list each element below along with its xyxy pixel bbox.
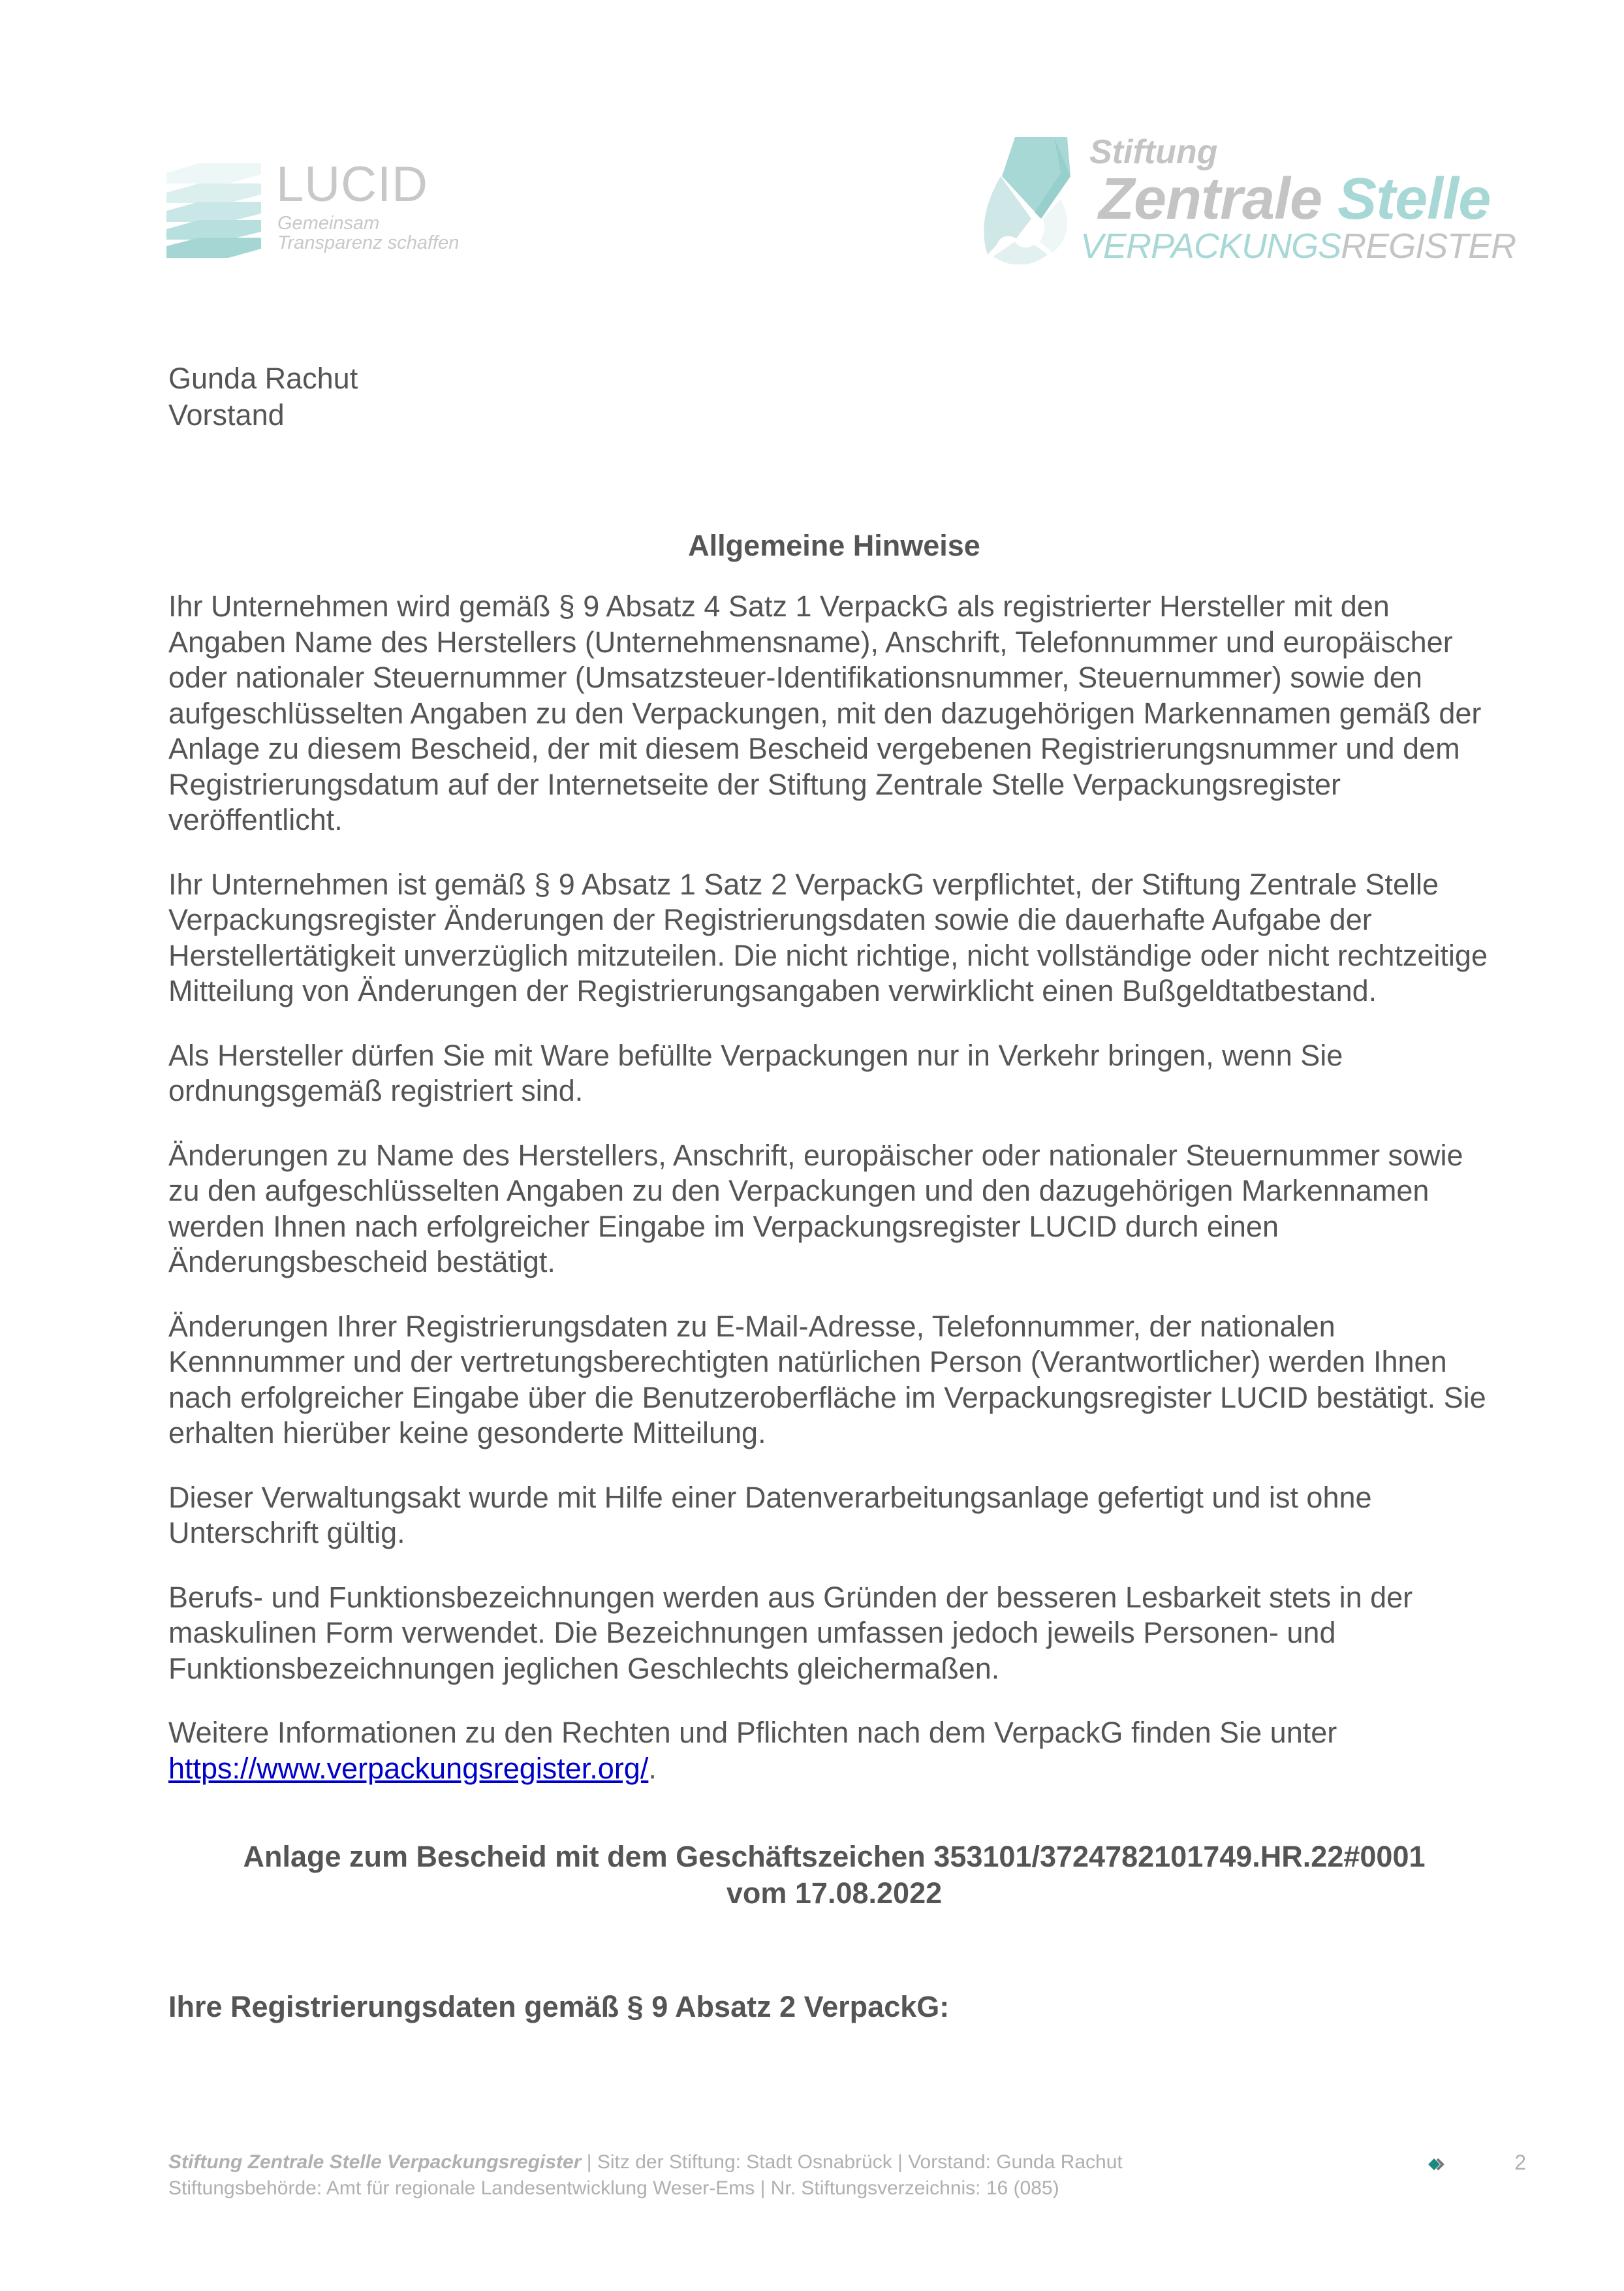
annex-title <box>168 1839 1500 1912</box>
paragraph: Ihr Unternehmen wird gemäß § 9 Absatz 4 Satz 1 VerpackG als registrierter Hersteller mit den Angaben Name des Herstellers (Unternehmensname), Anschrift, Telefonnummer und europäischer oder nationaler Steuernummer (Umsatzsteuer-Identifikationsnummer, Steuernummer) sowie den aufgeschlüsselten Angaben zu den Verpackungen, mit den dazugehörigen Markennamen gemäß der Anlage zu diesem Bescheid, der mit diesem Bescheid vergebenen Registrierungsnummer und dem Registrierungsdatum auf der Internetseite der Stiftung Zentrale Stelle Verpackungsregister veröffentlicht. <box>168 590 1482 836</box>
lucid-tagline: Transparenz schaffen <box>277 232 460 253</box>
info-text: Weitere Informationen zu den Rechten und Pflichten nach dem VerpackG finden Sie unter <box>168 1716 1337 1749</box>
registration-heading: Ihre Registrierungsdaten gemäß § 9 Absatz 2 VerpackG: <box>168 1990 950 2023</box>
annex-reference: Anlage zum Bescheid mit dem Geschäftszeichen 353101/3724782101749.HR.22#0001 <box>243 1840 1426 1873</box>
zsvr-stiftung: Stiftung <box>1089 133 1218 171</box>
footer-line-2: Stiftungsbehörde: Amt für regionale Landesentwicklung Weser-Ems | Nr. Stiftungsverzeichnis: 16 (085) <box>168 2177 1059 2199</box>
footer-line-1 <box>168 2149 1526 2175</box>
footer-line1-rest: | Sitz der Stiftung: Stadt Osnabrück | Vorstand: Gunda Rachut <box>581 2151 1123 2173</box>
paragraph: Als Hersteller dürfen Sie mit Ware befüllte Verpackungen nur in Verkehr bringen, wenn Sie ordnungsgemäß registriert sind. <box>168 1038 1343 1107</box>
zsvr-zentrale: Zentrale <box>1099 166 1338 232</box>
signatory-role: Vorstand <box>168 398 285 432</box>
zsvr-drop-icon <box>982 134 1070 264</box>
paragraph: Dieser Verwaltungsakt wurde mit Hilfe einer Datenverarbeitungsanlage gefertigt und ist ohne Unterschrift gültig. <box>168 1480 1372 1549</box>
zsvr-stelle: Stelle <box>1337 166 1491 232</box>
zsvr-verpackungsregister <box>1080 227 1516 266</box>
lucid-tagline: Gemeinsam <box>277 213 380 234</box>
zsvr-logo <box>982 134 1531 274</box>
section-title: Allgemeine Hinweise <box>688 529 980 562</box>
zsvr-verpackungs: VERPACKUNGS <box>1080 227 1341 266</box>
paragraph: Änderungen zu Name des Herstellers, Anschrift, europäischer oder nationaler Steuernummer sowie zu den aufgeschlüsselten Angaben zu den Verpackungen und den dazugehörigen Markennamen werden Ihnen nach erfolgreicher Eingabe im Verpackungsregister LUCID durch einen Änderungsbescheid bestätigt. <box>168 1138 1463 1278</box>
lucid-logo <box>166 157 493 258</box>
diamond-arrow-icon <box>1427 2155 1449 2174</box>
footer-brand: Stiftung Zentrale Stelle Verpackungsregister <box>168 2151 582 2173</box>
signatory-block <box>168 360 358 434</box>
zsvr-register: REGISTER <box>1341 227 1516 266</box>
page-number: 2 <box>1514 2151 1526 2174</box>
info-paragraph <box>168 1715 1500 1786</box>
lucid-title: LUCID <box>276 157 429 212</box>
website-link[interactable]: https://www.verpackungsregister.org/ <box>168 1751 649 1785</box>
paragraph: Änderungen Ihrer Registrierungsdaten zu E-Mail-Adresse, Telefonnummer, der nationalen Kennnummer und der vertretungsberechtigten natürlichen Person (Verantwortlicher) werden Ihnen nach erfolgreicher Eingabe über die Benutzeroberfläche im Verpackungsregister LUCID bestätigt. Sie erhalten hierüber keine gesonderte Mitteilung. <box>168 1309 1486 1449</box>
paragraph: Berufs- und Funktionsbezeichnungen werden aus Gründen der besseren Lesbarkeit stets in der maskulinen Form verwendet. Die Bezeichnungen umfassen jedoch jeweils Personen- und Funktionsbezeichnungen jeglichen Geschlechts gleichermaßen. <box>168 1580 1413 1685</box>
paragraph: Ihr Unternehmen ist gemäß § 9 Absatz 1 Satz 2 VerpackG verpflichtet, der Stiftung Zentrale Stelle Verpackungsregister Änderungen der Registrierungsdaten sowie die dauerhafte Aufgabe der Herstellertätigkeit unverzüglich mitzuteilen. Die nicht richtige, nicht vollständige oder nicht rechtzeitige Mitteilung von Änderungen der Registrierungsangaben verwirklicht einen Bußgeldtatbestand. <box>168 867 1488 1007</box>
zsvr-zentrale-stelle <box>1099 166 1490 232</box>
info-trailing: . <box>648 1751 657 1785</box>
document-body <box>168 529 1500 2024</box>
annex-date: vom 17.08.2022 <box>726 1876 943 1910</box>
lucid-stack-icon <box>166 160 261 258</box>
signatory-name: Gunda Rachut <box>168 362 358 395</box>
page-footer <box>168 2149 1526 2202</box>
